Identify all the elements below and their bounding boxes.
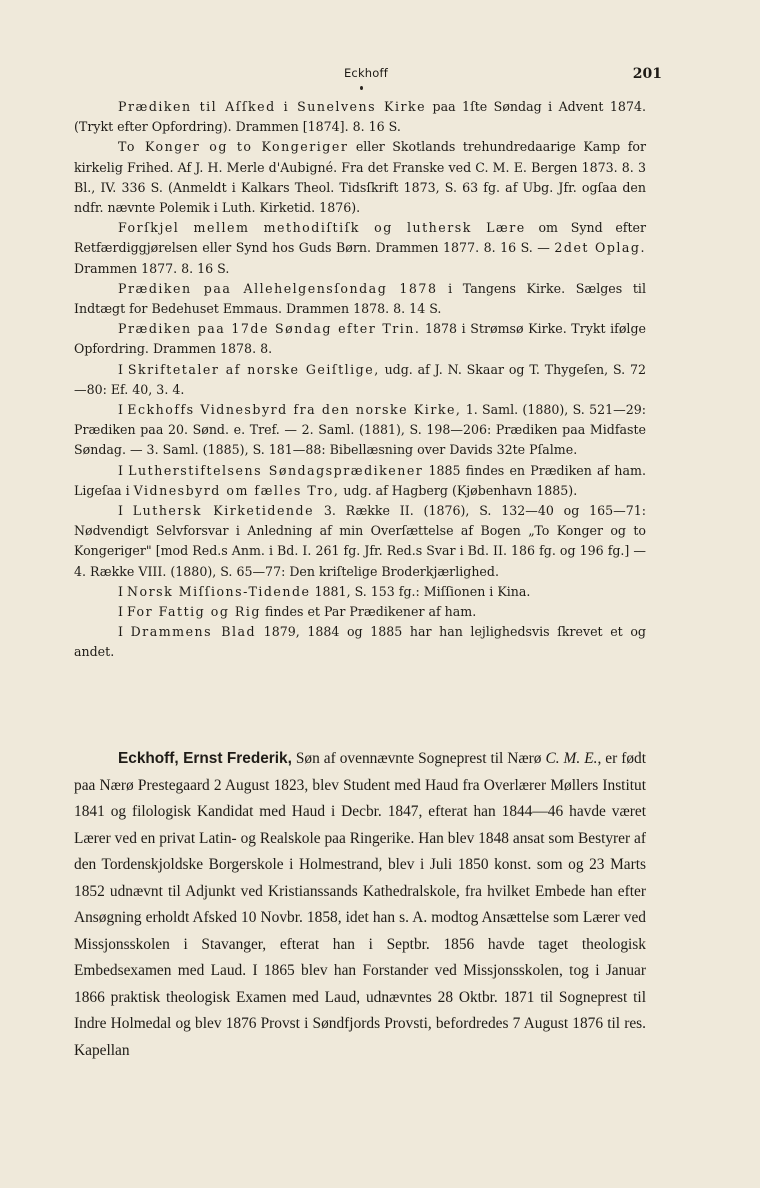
bibliography-text: I — [118, 462, 129, 478]
bibliography-text: Retfærdiggjørelsen eller Synd hos Guds Børn. Drammen 1877. 8. 16 S. — — [74, 240, 555, 256]
work-title: Drammens Blad — [130, 624, 257, 640]
bibliography-text: 1. Saml. (1880), — [461, 402, 569, 418]
bibliography-text: 1881, S. 153 fg.: Miſſionen i Kina. — [310, 583, 531, 599]
bibliography-text: I — [118, 624, 131, 640]
bibliography-text: I — [118, 604, 127, 620]
bibliography-item — [74, 400, 646, 461]
bibliography-text: I — [118, 583, 127, 599]
bibliography-text: om Synd efter — [525, 220, 646, 236]
bibliography-item — [74, 137, 646, 218]
work-title: Vidnesbyrd om fælles Tro, — [133, 482, 340, 498]
bibliography-text: 1878 i Strømsø Kirke. Trykt — [420, 321, 606, 337]
biography-entry — [74, 746, 646, 1065]
bibliography-text: Prædiken paa Midfaste Søndag. — 3. Saml. (1885), S. 181—88: Bibellæsning over — [74, 422, 646, 458]
page-header — [70, 66, 662, 88]
bibliography-text: S. 521—29: Prædiken paa 20. Sønd. e. Tref. — 2. Saml. (1881), S. 198—206: — [74, 402, 646, 438]
bibliography-text: udg. af J. N. Skaar og T. Thygeſen, S. 72—80: Ef. 40, 3. 4. — [74, 361, 647, 397]
work-title: To Konger og to Kongeriger — [118, 139, 349, 155]
bibliography-item — [74, 622, 646, 662]
bibliography-text: og andet. — [74, 624, 646, 660]
bibliography-text: I — [118, 503, 133, 519]
bibliography-text: af ham. Ligeſaa i — [74, 462, 646, 498]
entry-name: Eckhoff, Ernst Frederik, — [118, 750, 292, 767]
work-title: Eckhoffs Vidnesbyrd fra den norske Kirke, — [127, 402, 462, 418]
bibliography-text: til Indtægt for Bedehuset Emmaus. Drammen 1878. 8. 14 S. — [74, 280, 646, 317]
entry-text-1: Søn af ovennævnte Sogneprest til Nærø — [291, 750, 546, 767]
work-title: Prædiken paa Allehelgensſondag 1878 — [118, 280, 438, 296]
bibliography-list — [74, 97, 646, 663]
page-number: 201 — [632, 66, 662, 82]
bibliography-item — [74, 602, 646, 622]
entry-paragraph — [74, 746, 646, 1065]
bibliography-text: for kirkelig Frihed. Af J. H. Merle d'Aubigné. Fra det Franske ved C. M. E. — [74, 139, 646, 175]
bibliography-text: udg. af Hagberg (Kjøbenhavn 1885). — [339, 482, 578, 498]
bibliography-text: I — [118, 361, 128, 377]
work-title: Forſkjel mellem methodiſtiſk og luthersk Lære — [118, 220, 526, 236]
entry-ref: C. M. E. — [545, 750, 598, 767]
bibliography-text: ifølge Opfordring. Drammen 1878. 8. — [74, 321, 646, 357]
bibliography-text: 1885 findes en Prædiken — [423, 462, 592, 478]
bibliography-text: Drammen 1877. 8. 16 S. — [74, 260, 230, 276]
bibliography-item — [74, 319, 646, 359]
bibliography-item — [74, 501, 646, 582]
entry-text-2: , er født paa Nærø Prestegaard 2 August 1823, blev Student med Haud fra Overlærer Møllers Institut 1841 og filologisk Kandidat med Haud i Decbr. 1847, efterat han 1844—46 havde været Lærer ved en privat Latin- og Realskole paa Ringerike. Han blev 1848 ansat som Bestyrer af den Tordenskjoldske Borgerskole i Holmestrand, blev i Juli 1850 konst. som og 23 Marts 1852 udnævnt til Adjunkt ved Kristianssands Kathedralskole, fra hvilket Embede han efter Ansøgning erholdt Afsked 10 Novbr. 1858, idet han s. A. modtog Ansættelse som Lærer ved Missjonsskolen i Stavanger, efterat han i Septbr. 1856 havde taget theologisk Embedsexamen med Laud. I 1865 blev han Forstander ved Missjonsskolen, tog i Januar 1866 praktisk theologisk Examen med Laud, udnævntes 28 Oktbr. 1871 til Sogneprest til Indre Holmedal og blev 1876 Provst i Søndfjords Provsti, befordredes 7 August 1876 til res. Kapellan — [74, 750, 647, 1060]
bibliography-item — [74, 97, 646, 137]
running-head: Eckhoff — [343, 66, 389, 80]
bibliography-text: eller Skotlands trehundredaarige Kamp — [348, 139, 621, 155]
work-title: Prædiken til Aſſked i Sunelvens Kirke — [118, 99, 427, 114]
bibliography-text: findes et Par Prædikener af ham. — [260, 604, 477, 620]
work-title: 2det Oplag. — [554, 240, 646, 256]
bibliography-text: i Tangens Kirke. Sælges — [437, 280, 623, 296]
work-title: Lutherstiftelsens Søndagsprædikener — [128, 462, 424, 478]
work-title: For Fattig og Rig — [126, 604, 261, 620]
work-title: Prædiken paa 17de Søndag efter Trin. — [118, 321, 421, 337]
bibliography-item — [74, 582, 646, 602]
bibliography-text: 1879, 1884 og 1885 har han lejlighedsvis ſkrevet et — [256, 624, 623, 640]
bibliography-text: Bergen 1873. 8. 3 Bl., IV. 336 S. (Anmeldt i Kalkars Theol. Tidsſkrift 1873, — [74, 159, 646, 195]
work-title: Luthersk Kirketidende — [132, 503, 315, 519]
work-title: Norsk Miſſions-Tidende — [126, 583, 311, 599]
print-mark — [360, 86, 363, 90]
bibliography-text: S. 63 fg. af Ubg. Jfr. ogſaa den ndfr. nævnte Polemik i Luth. Kirketid. 1876). — [74, 179, 646, 216]
bibliography-item — [74, 279, 646, 319]
bibliography-item — [74, 218, 646, 279]
bibliography-item — [74, 461, 646, 501]
work-title: Skriftetaler af norske Geiſtlige, — [127, 361, 380, 377]
bibliography-text: 1874. (Trykt efter Opfordring). Drammen [1874]. 8. 16 S. — [74, 99, 646, 135]
bibliography-text: og 196 fg.] — 4. Række VIII. (1880), S. 65—77: Den kriſtelige Broderkjærlighed. — [74, 543, 646, 579]
bibliography-text: paa 1ſte Søndag i Advent — [426, 99, 604, 114]
bibliography-item — [74, 360, 646, 400]
bibliography-text: Nødvendigt Selvforsvar i Anledning af min Overſættelse af Bogen „To Konger og to — [74, 523, 646, 539]
bibliography-text: Davids 32te Pſalme. — [449, 442, 578, 458]
bibliography-text: I — [118, 402, 128, 418]
bibliography-text: Kongeriger" [mod Red.s Anm. i Bd. I. 261 fg. Jfr. Red.s Svar i Bd. II. 186 fg. — [74, 543, 556, 559]
bibliography-text: 3. Række II. (1876), S. 132—40 og 165—71: — [314, 503, 646, 519]
